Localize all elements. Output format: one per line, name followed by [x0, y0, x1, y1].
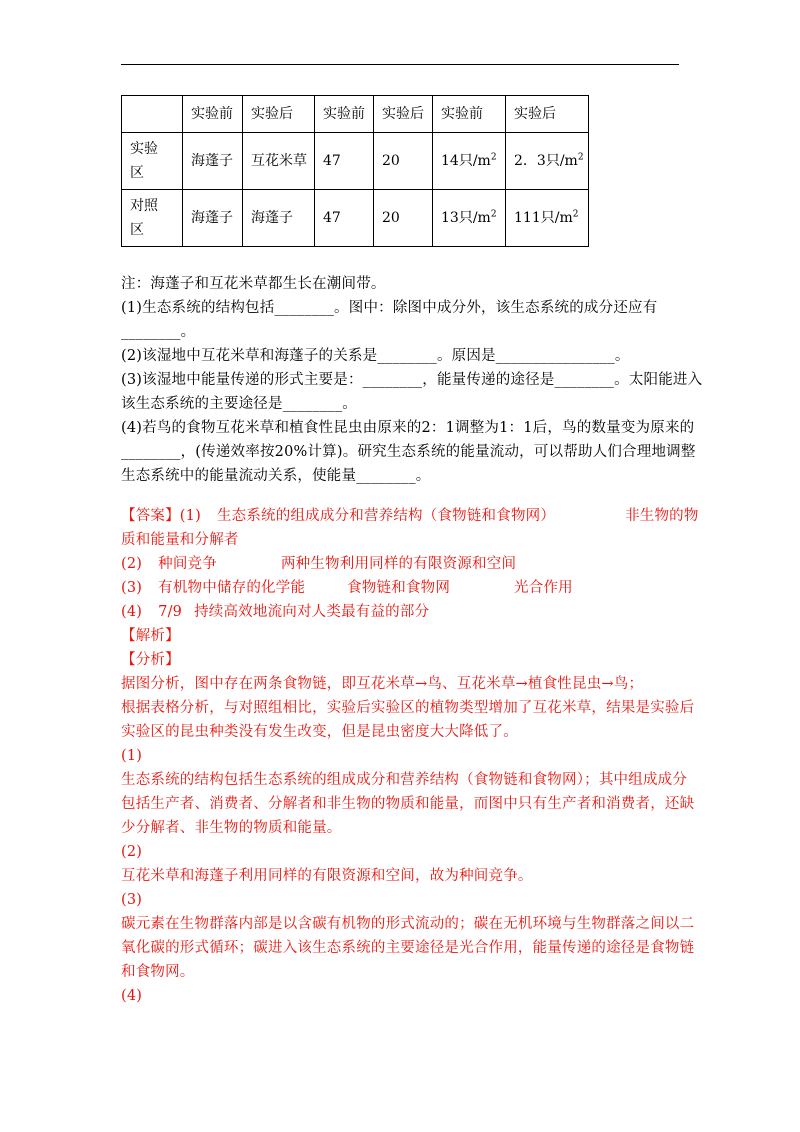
question-1-cont: ________。 [121, 324, 196, 340]
table-cell: 14只$/m^2$ [433, 133, 506, 190]
table-row-label: 对照 区 [122, 190, 183, 247]
analysis-text: 碳元素在生物群落内部是以含碳有机物的形式流动的；碳在无机环境与生物群落之间以二 [121, 916, 695, 932]
answer-4: (4) 7/9 持续高效地流向对人类最有益的部分 [121, 604, 430, 620]
analysis-text: 生态系统的结构包括生态系统的组成成分和营养结构（食物链和食物网）；其中组成成分 [121, 772, 688, 788]
table-header-cell: 实验前 [433, 96, 506, 133]
table-cell: 20 [374, 133, 433, 190]
answer-1: 【答案】(1) 生态系统的组成成分和营养结构（食物链和食物网） 非生物的物 [121, 508, 699, 524]
question-1: (1)生态系统的结构包括________。图中：除图中成分外，该生态系统的成分还应有 [121, 300, 658, 316]
analysis-text: 实验区的昆虫种类没有发生改变，但是昆虫密度大大降低了。 [121, 724, 518, 740]
table-row-label: 实验 区 [122, 133, 183, 190]
analysis-section-number: (4) [121, 988, 143, 1004]
table-cell: 111只$/m^2$ [506, 190, 589, 247]
analysis-text: 包括生产者、消费者、分解者和非生物的物质和能量，而图中只有生产者和消费者，还缺 [121, 796, 695, 812]
question-block [121, 272, 703, 488]
answer-block [121, 504, 699, 1008]
analysis-section-number: (3) [121, 892, 143, 908]
table-cell: 2．3只$/m^2$ [506, 133, 589, 190]
answer-tag: 【答案】(1) [121, 508, 201, 524]
table-cell: 海蓬子 [183, 133, 243, 190]
table-header-cell: 实验后 [374, 96, 433, 133]
table-header-cell: 实验后 [243, 96, 315, 133]
answer-1-cont: 质和能量和分解者 [121, 532, 239, 548]
question-3-cont: 该生态系统的主要途径是________。 [121, 396, 357, 412]
table-cell: 47 [315, 133, 374, 190]
analysis-text: 和食物网。 [121, 964, 195, 980]
table-cell: 海蓬子 [183, 190, 243, 247]
table-cell: 47 [315, 190, 374, 247]
table-header-cell [122, 96, 183, 133]
table-row [122, 190, 589, 247]
analysis-section-number: (2) [121, 844, 143, 860]
table-header-cell: 实验后 [506, 96, 589, 133]
analysis-text: 互花米草和海蓬子利用同样的有限资源和空间，故为种间竞争。 [121, 868, 533, 884]
table-header-cell: 实验前 [183, 96, 243, 133]
table-cell: 互花米草 [243, 133, 315, 190]
table-cell: 13只$/m^2$ [433, 190, 506, 247]
answer-2: (2) 种间竞争 两种生物利用同样的有限资源和空间 [121, 556, 517, 572]
table-header-cell: 实验前 [315, 96, 374, 133]
note-text: 注：海蓬子和互花米草都生长在潮间带。 [121, 276, 386, 292]
analysis-subheading: 【分析】 [121, 652, 180, 668]
header-rule [121, 64, 679, 65]
question-3: (3)该湿地中能量传递的形式主要是：________，能量传递的途径是________。太阳能进入 [121, 372, 703, 388]
analysis-text: 根据表格分析，与对照组相比，实验后实验区的植物类型增加了互花米草，结果是实验后 [121, 700, 695, 716]
analysis-section-number: (1) [121, 748, 143, 764]
table-cell: 20 [374, 190, 433, 247]
table-header-row [122, 96, 589, 133]
question-4-cont: 生态系统中的能量流动关系，使能量________。 [121, 468, 431, 484]
analysis-heading: 【解析】 [121, 628, 180, 644]
analysis-text: 据图分析，图中存在两条食物链，即互花米草→鸟、互花米草→植食性昆虫→鸟； [121, 676, 644, 692]
answer-3: (3) 有机物中储存的化学能 食物链和食物网 光合作用 [121, 580, 573, 596]
question-4-cont: ________，(传递效率按20%计算)。研究生态系统的能量流动，可以帮助人们合理地调整 [121, 444, 696, 460]
analysis-text: 少分解者、非生物的物质和能量。 [121, 820, 342, 836]
table-cell: 海蓬子 [243, 190, 315, 247]
question-2: (2)该湿地中互花米草和海蓬子的关系是________。原因是________________。 [121, 348, 630, 364]
analysis-text: 氧化碳的形式循环；碳进入该生态系统的主要途径是光合作用，能量传递的途径是食物链 [121, 940, 695, 956]
question-4: (4)若鸟的食物互花米草和植食性昆虫由原来的2：1调整为1：1后，鸟的数量变为原来的 [121, 420, 695, 436]
table-row [122, 133, 589, 190]
data-table [121, 95, 589, 247]
